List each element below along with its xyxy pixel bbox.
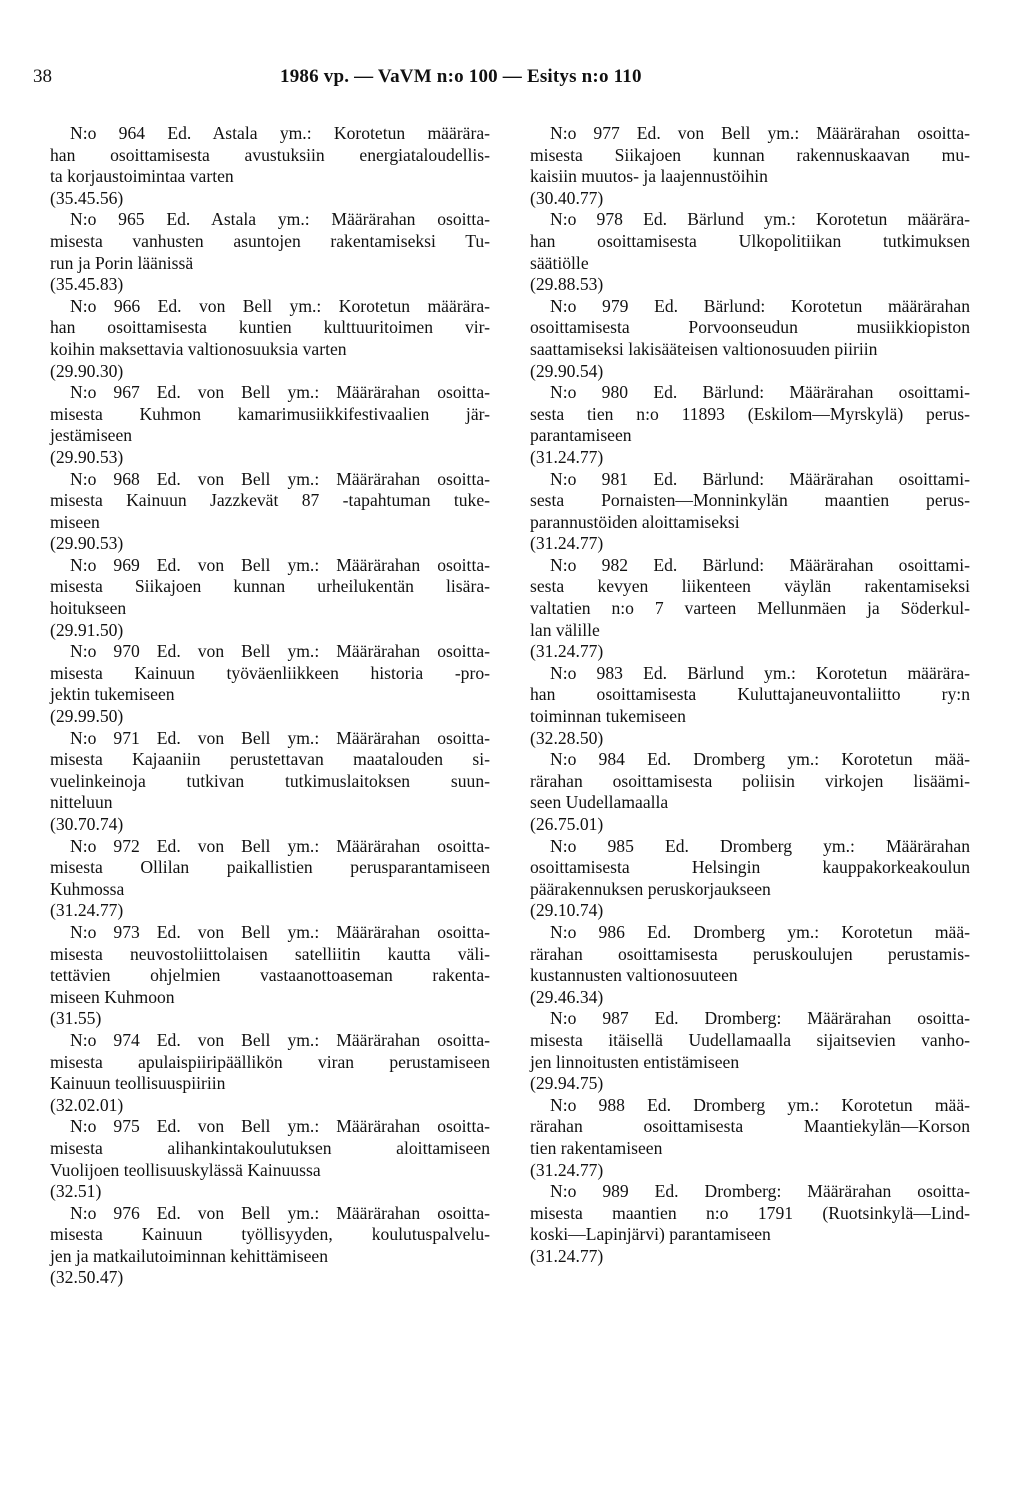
motion-text-line: misesta Siikajoen kunnan urheilukentän lisära- bbox=[50, 576, 490, 597]
motion-entry bbox=[530, 1008, 970, 1094]
page-number: 38 bbox=[33, 66, 52, 87]
motion-entry bbox=[530, 382, 970, 468]
budget-item-code: (35.45.83) bbox=[50, 274, 124, 295]
motion-entry bbox=[530, 749, 970, 835]
motion-heading-line: N:o 975 Ed. von Bell ym.: Määrärahan osoitta- bbox=[70, 1116, 490, 1137]
motion-heading-line: N:o 989 Ed. Dromberg: Määrärahan osoitta- bbox=[550, 1181, 970, 1202]
motion-text-line: parantamiseen bbox=[530, 425, 632, 446]
motion-entry bbox=[530, 1095, 970, 1181]
motion-text-line: toiminnan tukemiseen bbox=[530, 706, 686, 727]
motion-text-line: misesta Kainuun Jazzkevät 87 -tapahtuman tuke- bbox=[50, 490, 490, 511]
motion-heading-line: N:o 983 Ed. Bärlund ym.: Korotetun määrära- bbox=[550, 662, 970, 683]
budget-item-code: (29.10.74) bbox=[530, 900, 604, 921]
budget-item-code: (29.90.53) bbox=[50, 446, 124, 467]
motion-text-line: jen ja matkailutoiminnan kehittämiseen bbox=[50, 1245, 329, 1266]
motion-text-line: valtatien n:o 7 varteen Mellunmäen ja Söderkul- bbox=[530, 598, 970, 619]
motion-text-line: rärahan osoittamisesta peruskoulujen perustamis- bbox=[530, 943, 970, 964]
motion-heading-line: N:o 973 Ed. von Bell ym.: Määrärahan osoitta- bbox=[70, 921, 490, 942]
right-column bbox=[530, 123, 970, 1267]
motion-text-line: koihin maksettavia valtionosuuksia varten bbox=[50, 338, 347, 359]
motion-text-line: saattamiseksi lakisääteisen valtionosuuden piiriin bbox=[530, 338, 878, 359]
budget-item-code: (29.90.53) bbox=[50, 533, 124, 554]
budget-item-code: (29.46.34) bbox=[530, 986, 604, 1007]
motion-text-line: misesta Kajaaniin perustettavan maatalouden si- bbox=[50, 749, 490, 770]
budget-item-code: (31.55) bbox=[50, 1008, 102, 1029]
motion-text-line: misesta alihankintakoulutuksen aloittamiseen bbox=[50, 1137, 490, 1158]
budget-item-code: (29.90.54) bbox=[530, 360, 604, 381]
motion-text-line: misesta Kainuun työväenliikkeen historia -pro- bbox=[50, 662, 490, 683]
motion-text-line: koski—Lapinjärvi) parantamiseen bbox=[530, 1224, 771, 1245]
running-title: 1986 vp. — VaVM n:o 100 — Esitys n:o 110 bbox=[280, 66, 642, 87]
motion-text-line: han osoittamisesta avustuksiin energiataloudellis- bbox=[50, 144, 490, 165]
motion-text-line: sesta Pornaisten—Monninkylän maantien perus- bbox=[530, 490, 970, 511]
budget-item-code: (31.24.77) bbox=[530, 446, 604, 467]
budget-item-code: (29.88.53) bbox=[530, 274, 604, 295]
motion-text-line: jektin tukemiseen bbox=[50, 684, 175, 705]
budget-item-code: (31.24.77) bbox=[530, 1245, 604, 1266]
motion-text-line: Vuolijoen teollisuuskylässä Kainuussa bbox=[50, 1159, 321, 1180]
motion-text-line: sesta kevyen liikenteen väylän rakentamiseksi bbox=[530, 576, 970, 597]
motion-entry bbox=[50, 555, 490, 641]
budget-item-code: (32.02.01) bbox=[50, 1094, 124, 1115]
budget-item-code: (31.24.77) bbox=[530, 533, 604, 554]
budget-item-code: (29.90.30) bbox=[50, 360, 124, 381]
motion-entry bbox=[50, 1030, 490, 1116]
motion-heading-line: N:o 967 Ed. von Bell ym.: Määrärahan osoitta- bbox=[70, 382, 490, 403]
motion-text-line: misesta neuvostoliittolaisen satelliitin kautta väli- bbox=[50, 943, 490, 964]
budget-item-code: (31.24.77) bbox=[530, 1159, 604, 1180]
budget-item-code: (29.91.50) bbox=[50, 619, 124, 640]
motion-heading-line: N:o 988 Ed. Dromberg ym.: Korotetun mää- bbox=[550, 1094, 970, 1115]
motion-heading-line: N:o 966 Ed. von Bell ym.: Korotetun määrära- bbox=[70, 295, 490, 316]
budget-item-code: (35.45.56) bbox=[50, 187, 124, 208]
motion-text-line: misesta Siikajoen kunnan rakennuskaavan mu- bbox=[530, 144, 970, 165]
motion-text-line: han osoittamisesta Ulkopolitiikan tutkimuksen bbox=[530, 230, 970, 251]
budget-item-code: (32.28.50) bbox=[530, 727, 604, 748]
motion-entry bbox=[50, 728, 490, 836]
budget-item-code: (31.24.77) bbox=[530, 641, 604, 662]
motion-heading-line: N:o 977 Ed. von Bell ym.: Määrärahan osoitta- bbox=[550, 123, 970, 143]
motion-text-line: misesta Ollilan paikallistien perusparantamiseen bbox=[50, 857, 490, 878]
motion-text-line: run ja Porin läänissä bbox=[50, 252, 194, 273]
motion-text-line: rärahan osoittamisesta Maantiekylän—Korson bbox=[530, 1116, 970, 1137]
motion-entry bbox=[530, 469, 970, 555]
motion-heading-line: N:o 981 Ed. Bärlund: Määrärahan osoittami- bbox=[550, 468, 970, 489]
left-column bbox=[50, 123, 490, 1289]
motion-heading-line: N:o 969 Ed. von Bell ym.: Määrärahan osoitta- bbox=[70, 554, 490, 575]
motion-text-line: han osoittamisesta kuntien kulttuuritoimen vir- bbox=[50, 317, 490, 338]
motion-heading-line: N:o 980 Ed. Bärlund: Määrärahan osoittami- bbox=[550, 382, 970, 403]
motion-entry bbox=[530, 836, 970, 922]
motion-heading-line: N:o 984 Ed. Dromberg ym.: Korotetun mää- bbox=[550, 749, 970, 770]
motion-heading-line: N:o 972 Ed. von Bell ym.: Määrärahan osoitta- bbox=[70, 835, 490, 856]
budget-item-code: (32.50.47) bbox=[50, 1267, 124, 1288]
motion-entry bbox=[530, 296, 970, 382]
motion-heading-line: N:o 974 Ed. von Bell ym.: Määrärahan osoitta- bbox=[70, 1029, 490, 1050]
motion-text-line: misesta maantien n:o 1791 (Ruotsinkylä—Lind- bbox=[530, 1202, 970, 1223]
motion-text-line: han osoittamisesta Kuluttajaneuvontaliitto ry:n bbox=[530, 684, 970, 705]
motion-entry bbox=[50, 1116, 490, 1202]
motion-entry bbox=[50, 469, 490, 555]
motion-text-line: tien rakentamiseen bbox=[530, 1137, 663, 1158]
motion-heading-line: N:o 987 Ed. Dromberg: Määrärahan osoitta- bbox=[550, 1008, 970, 1029]
motion-text-line: misesta apulaispiiripäällikön viran perustamiseen bbox=[50, 1051, 490, 1072]
motion-entry bbox=[530, 922, 970, 1008]
motion-entry bbox=[530, 663, 970, 749]
motion-heading-line: N:o 968 Ed. von Bell ym.: Määrärahan osoitta- bbox=[70, 468, 490, 489]
motion-text-line: lan välille bbox=[530, 619, 600, 640]
motion-entry bbox=[50, 382, 490, 468]
motion-heading-line: N:o 985 Ed. Dromberg ym.: Määrärahan bbox=[550, 835, 970, 856]
motion-text-line: rärahan osoittamisesta poliisin virkojen lisäämi- bbox=[530, 770, 970, 791]
motion-text-line: miseen bbox=[50, 511, 100, 532]
motion-heading-line: N:o 986 Ed. Dromberg ym.: Korotetun mää- bbox=[550, 921, 970, 942]
motion-heading-line: N:o 970 Ed. von Bell ym.: Määrärahan osoitta- bbox=[70, 641, 490, 662]
motion-text-line: ta korjaustoimintaa varten bbox=[50, 166, 234, 187]
motion-text-line: nitteluun bbox=[50, 792, 113, 813]
motion-entry bbox=[530, 209, 970, 295]
budget-item-code: (31.24.77) bbox=[50, 900, 124, 921]
motion-text-line: jestämiseen bbox=[50, 425, 133, 446]
motion-heading-line: N:o 976 Ed. von Bell ym.: Määrärahan osoitta- bbox=[70, 1202, 490, 1223]
motion-entry bbox=[50, 836, 490, 922]
motion-heading-line: N:o 964 Ed. Astala ym.: Korotetun määrära- bbox=[70, 123, 490, 143]
motion-heading-line: N:o 979 Ed. Bärlund: Korotetun määrärahan bbox=[550, 295, 970, 316]
motion-text-line: säätiölle bbox=[530, 252, 589, 273]
motion-entry bbox=[50, 123, 490, 209]
motion-heading-line: N:o 965 Ed. Astala ym.: Määrärahan osoitta- bbox=[70, 209, 490, 230]
motion-text-line: kustannusten valtionosuuteen bbox=[530, 965, 738, 986]
motion-text-line: seen Uudellamaalla bbox=[530, 792, 669, 813]
motion-heading-line: N:o 971 Ed. von Bell ym.: Määrärahan osoitta- bbox=[70, 727, 490, 748]
motion-heading-line: N:o 978 Ed. Bärlund ym.: Korotetun määrära- bbox=[550, 209, 970, 230]
budget-item-code: (29.99.50) bbox=[50, 706, 124, 727]
motion-text-line: misesta vanhusten asuntojen rakentamiseksi Tu- bbox=[50, 230, 490, 251]
motion-text-line: parannustöiden aloittamiseksi bbox=[530, 511, 740, 532]
motion-entry bbox=[50, 1203, 490, 1289]
motion-text-line: osoittamisesta Porvoonseudun musiikkiopiston bbox=[530, 317, 970, 338]
budget-item-code: (32.51) bbox=[50, 1181, 102, 1202]
motion-text-line: tettävien ohjelmien vastaanottoaseman rakenta- bbox=[50, 965, 490, 986]
motion-entry bbox=[530, 123, 970, 209]
budget-item-code: (30.40.77) bbox=[530, 187, 604, 208]
motion-heading-line: N:o 982 Ed. Bärlund: Määrärahan osoittami- bbox=[550, 554, 970, 575]
motion-text-line: Kuhmossa bbox=[50, 878, 125, 899]
motion-text-line: misesta Kuhmon kamarimusiikkifestivaalien jär- bbox=[50, 403, 490, 424]
motion-text-line: misesta Kainuun työllisyyden, koulutuspalvelu- bbox=[50, 1224, 490, 1245]
motion-text-line: kaisiin muutos- ja laajennustöihin bbox=[530, 166, 768, 187]
motion-text-line: Kainuun teollisuuspiiriin bbox=[50, 1073, 226, 1094]
budget-item-code: (26.75.01) bbox=[530, 814, 604, 834]
motion-text-line: osoittamisesta Helsingin kauppakorkeakoulun bbox=[530, 857, 970, 878]
page-header bbox=[33, 66, 993, 94]
motion-text-line: miseen Kuhmoon bbox=[50, 986, 175, 1007]
motion-entry bbox=[50, 922, 490, 1030]
motion-entry bbox=[50, 209, 490, 295]
motion-entry bbox=[50, 296, 490, 382]
motion-text-line: vuelinkeinoja tutkivan tutkimuslaitoksen suun- bbox=[50, 770, 490, 791]
motion-text-line: misesta itäisellä Uudellamaalla sijaitsevien vanho- bbox=[530, 1029, 970, 1050]
motion-entry bbox=[50, 641, 490, 727]
motion-text-line: päärakennuksen peruskorjaukseen bbox=[530, 878, 771, 899]
motion-text-line: jen linnoitusten entistämiseen bbox=[530, 1051, 740, 1072]
budget-item-code: (30.70.74) bbox=[50, 814, 124, 834]
motion-entry bbox=[530, 1181, 970, 1267]
motion-text-line: hoitukseen bbox=[50, 598, 127, 619]
motion-text-line: sesta tien n:o 11893 (Eskilom—Myrskylä) perus- bbox=[530, 403, 970, 424]
budget-item-code: (29.94.75) bbox=[530, 1073, 604, 1094]
motion-entry bbox=[530, 555, 970, 663]
